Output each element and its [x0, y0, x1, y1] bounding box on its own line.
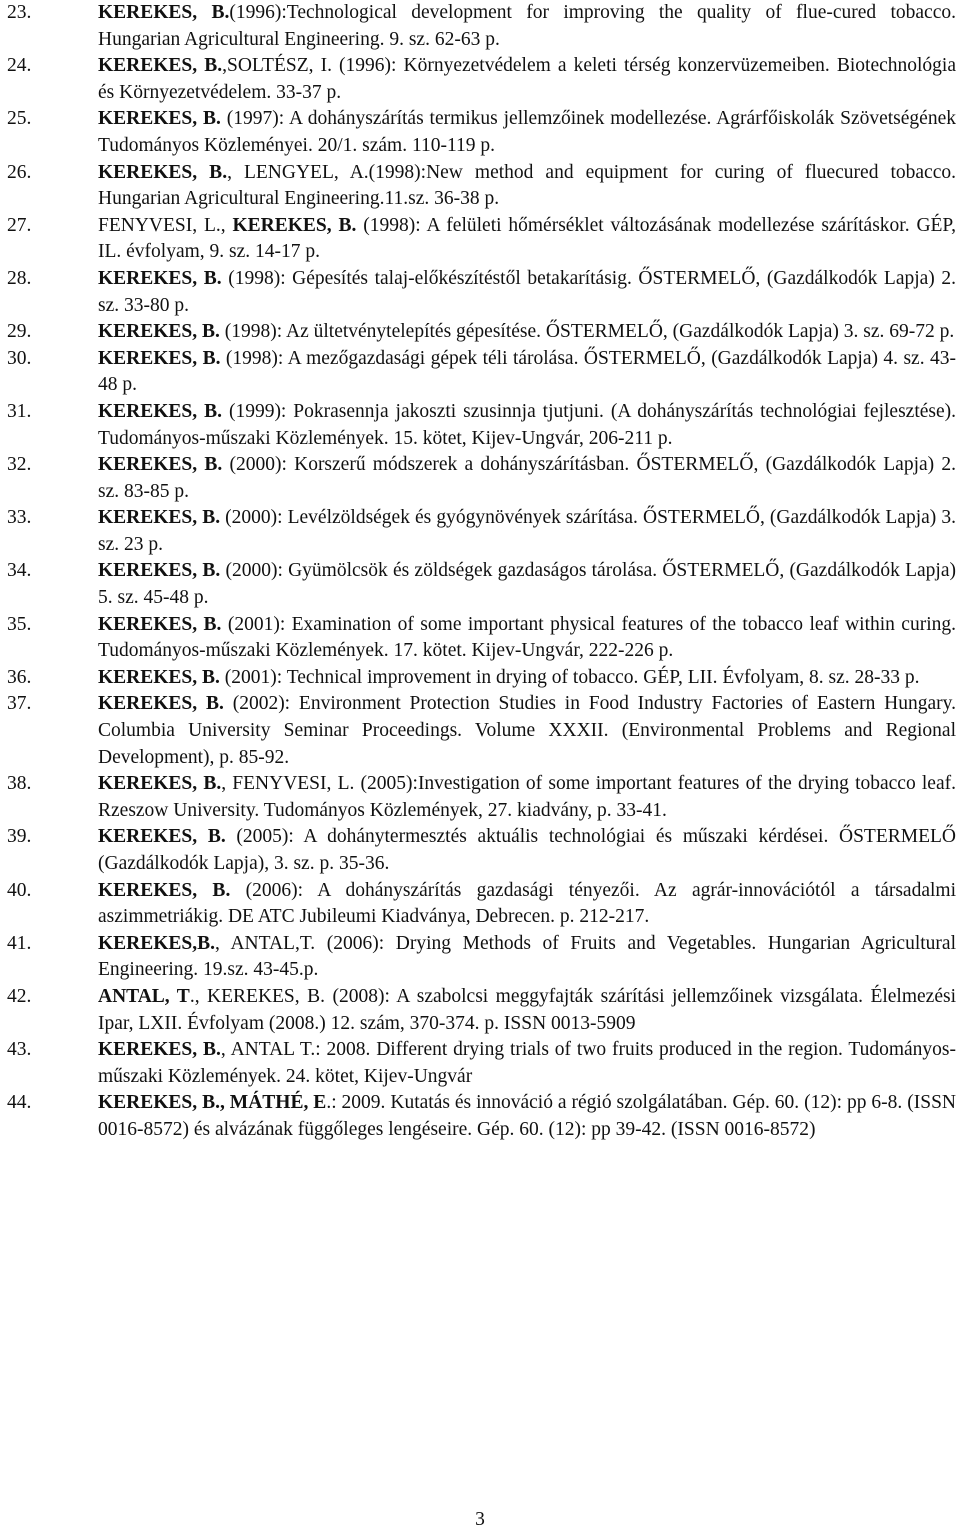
reference-item [0, 771, 960, 824]
reference-number: 35. [7, 613, 32, 635]
reference-text-segment: (2002): Environment Protection Studies in Food Industry Factories of Eastern Hungary. Columbia University Seminar Proceedings. Volume XXXII. (Environmental Problems and Regional Development), p. 85-92. [98, 693, 956, 768]
reference-author-bold: KEREKES, B. [98, 347, 221, 369]
reference-text-segment: , FENYVESI, L. (2005):Investigation of some important features of the drying tobacco leaf. Rzeszow University. Tudományos Közlemények, 27. kiadvány, p. 33-41. [98, 773, 956, 821]
reference-item [0, 160, 960, 213]
reference-text-segment: .: 2009. Kutatás és innováció a régió szolgálatában. Gép. 60. (12): pp 6-8. (ISSN 0016-8572) és alvázának függőleges lengéseire. Gép. 60. (12): pp 39-42. (ISSN 0016-8572) [98, 1092, 956, 1140]
reference-number: 40. [7, 879, 32, 901]
reference-text-segment: (2001): Technical improvement in drying of tobacco. GÉP, LII. Évfolyam, 8. sz. 28-33 p. [219, 666, 920, 688]
reference-author-bold: KEREKES,B. [98, 932, 216, 954]
reference-item [0, 558, 960, 611]
reference-item [0, 1090, 960, 1143]
reference-number: 42. [7, 985, 32, 1007]
reference-item [0, 984, 960, 1037]
reference-author-bold: KEREKES, B. [98, 161, 228, 183]
reference-number: 44. [7, 1092, 32, 1114]
reference-text-segment: (1996):Technological development for improving the quality of flue-cured tobacco. Hungarian Agricultural Engineering. 9. sz. 62-63 p. [98, 2, 956, 50]
reference-author-bold: KEREKES, B. [98, 267, 222, 289]
reference-item [0, 213, 960, 266]
reference-author-bold: KEREKES, B. [98, 879, 231, 901]
reference-item [0, 53, 960, 106]
reference-text [98, 826, 956, 874]
reference-text [98, 667, 920, 688]
reference-author-bold: KEREKES, B. [98, 693, 224, 715]
reference-text-segment: FENYVESI, L., [98, 214, 233, 236]
reference-author-bold: KEREKES, B. [98, 560, 221, 582]
reference-author-bold: KEREKES, B. [98, 1039, 221, 1061]
reference-text [98, 215, 956, 263]
reference-item [0, 612, 960, 665]
reference-text [98, 348, 956, 396]
reference-text [98, 321, 954, 342]
reference-number: 27. [7, 214, 32, 236]
reference-item [0, 346, 960, 399]
reference-item [0, 931, 960, 984]
reference-text-segment: , ANTAL T.: 2008. Different drying trials of two fruits produced in the region. Tudományos-műszaki Közlemények. 24. kötet, Kijev-Ungvár [98, 1039, 956, 1087]
reference-number: 39. [7, 826, 32, 848]
reference-text [98, 55, 956, 103]
reference-author-bold: KEREKES, B. [98, 826, 226, 848]
reference-text-segment: (1998): Az ültetvénytelepítés gépesítése. ŐSTERMELŐ, (Gazdálkodók Lapja) 3. sz. 69-72 p. [219, 321, 955, 343]
reference-text [98, 773, 956, 821]
reference-number: 25. [7, 108, 32, 130]
page-number: 3 [475, 1509, 485, 1530]
reference-text [98, 401, 956, 449]
reference-text [98, 880, 956, 928]
reference-item [0, 505, 960, 558]
reference-author-bold: KEREKES, B. [98, 2, 230, 23]
reference-text [98, 1092, 956, 1140]
reference-item [0, 106, 960, 159]
reference-text-segment: (2000): Korszerű módszerek a dohányszárításban. ŐSTERMELŐ, (Gazdálkodók Lapja) 2. sz. 83-85 p. [98, 454, 956, 502]
reference-text [98, 560, 956, 608]
reference-author-bold: ANTAL, T [98, 985, 190, 1007]
reference-text-segment: (2000): Gyümölcsök és zöldségek gazdaságos tárolása. ŐSTERMELŐ, (Gazdálkodók Lapja) 5. sz. 45-48 p. [98, 560, 956, 609]
reference-author-bold: KEREKES, B., MÁTHÉ, E [98, 1092, 327, 1114]
reference-text-segment: (2006): A dohányszárítás gazdasági tényezői. Az agrár-innovációtól a társadalmi aszimmetriákig. DE ATC Jubileumi Kiadványa, Debrecen. p. 212-217. [98, 879, 956, 928]
reference-number: 37. [7, 693, 32, 715]
reference-author-bold: KEREKES, B. [98, 507, 221, 529]
reference-item [0, 824, 960, 877]
reference-author-bold: KEREKES, B. [98, 321, 220, 343]
reference-author-bold: KEREKES, B. [232, 214, 357, 236]
reference-text-segment: (2001): Examination of some important physical features of the tobacco leaf within curing. Tudományos-műszaki Közlemények. 17. kötet. Kijev-Ungvár, 222-226 p. [98, 613, 956, 662]
reference-author-bold: KEREKES, B. [98, 773, 222, 795]
reference-text-segment: , ANTAL,T. (2006): Drying Methods of Fruits and Vegetables. Hungarian Agricultural Engineering. 19.sz. 43-45.p. [98, 932, 956, 981]
reference-text-segment: (2005): A dohánytermesztés aktuális technológiai és műszaki kérdései. ŐSTERMELŐ (Gazdálkodók Lapja), 3. sz. p. 35-36. [98, 826, 957, 874]
reference-text-segment: (1998): A mezőgazdasági gépek téli tárolása. ŐSTERMELŐ, (Gazdálkodók Lapja) 4. sz. 43-48 p. [98, 347, 956, 396]
reference-text [98, 2, 956, 50]
reference-text-segment: (1997): A dohányszárítás termikus jellemzőinek modellezése. Agrárfőiskolák Szövetségének Tudományos Közleményei. 20/1. szám. 110-119 p. [98, 108, 956, 156]
reference-number: 33. [7, 507, 32, 529]
reference-author-bold: KEREKES, B. [98, 108, 221, 130]
reference-text [98, 933, 956, 981]
reference-item [0, 691, 960, 771]
reference-item [0, 665, 960, 692]
reference-item [0, 319, 960, 346]
reference-text-segment: ., KEREKES, B. (2008): A szabolcsi meggyfajták szárítási jellemzőinek vizsgálata. Élelmezési Ipar, LXII. Évfolyam (2008.) 12. szám, 370-374. p. ISSN 0013-5909 [98, 985, 956, 1034]
reference-author-bold: KEREKES, B. [98, 400, 222, 422]
reference-text [98, 1039, 956, 1087]
reference-number: 41. [7, 932, 32, 954]
reference-number: 26. [7, 161, 32, 183]
reference-number: 31. [7, 400, 32, 422]
reference-text [98, 507, 956, 555]
reference-text-segment: (1998): A felületi hőmérséklet változásának modellezése szárításkor. GÉP, IL. évfolyam, 9. sz. 14-17 p. [98, 214, 956, 263]
reference-author-bold: KEREKES, B. [98, 613, 222, 635]
reference-number: 34. [7, 560, 32, 582]
reference-number: 43. [7, 1039, 32, 1061]
reference-author-bold: KEREKES, B. [98, 666, 220, 688]
reference-text-segment: (1999): Pokrasennja jakoszti szusinnja tjutjuni. (A dohányszárítás technológiai fejlesztése). Tudományos-műszaki Közlemények. 15. kötet, Kijev-Ungvár, 206-211 p. [98, 400, 957, 449]
reference-number: 28. [7, 267, 32, 289]
reference-text [98, 454, 956, 502]
reference-text [98, 693, 956, 767]
reference-text-segment: ,SOLTÉSZ, I. (1996): Környezetvédelem a keleti térség konzervüzemeiben. Biotechnológia és Környezetvédelem. 33-37 p. [98, 55, 956, 103]
reference-author-bold: KEREKES, B. [98, 55, 223, 77]
reference-number: 32. [7, 454, 32, 476]
reference-number: 29. [7, 321, 32, 343]
reference-number: 30. [7, 347, 32, 369]
reference-author-bold: KEREKES, B. [98, 454, 223, 476]
reference-text [98, 108, 956, 156]
reference-item [0, 452, 960, 505]
reference-item [0, 0, 960, 53]
reference-number: 36. [7, 666, 32, 688]
reference-text-segment: (2000): Levélzöldségek és gyógynövények szárítása. ŐSTERMELŐ, (Gazdálkodók Lapja) 3. sz. 23 p. [98, 507, 956, 555]
reference-text-segment: (1998): Gépesítés talaj-előkészítéstől betakarításig. ŐSTERMELŐ, (Gazdálkodók Lapja) 2. sz. 33-80 p. [98, 267, 956, 316]
reference-text [98, 162, 956, 210]
reference-item [0, 1037, 960, 1090]
reference-number: 24. [7, 55, 32, 77]
reference-text [98, 268, 956, 316]
reference-text [98, 614, 956, 662]
reference-text-segment: , LENGYEL, A.(1998):New method and equipment for curing of fluecured tobacco. Hungarian Agricultural Engineering.11.sz. 36-38 p. [98, 161, 956, 210]
reference-number: 38. [7, 773, 32, 795]
reference-item [0, 399, 960, 452]
reference-item [0, 266, 960, 319]
reference-text [98, 986, 956, 1034]
reference-item [0, 878, 960, 931]
reference-number: 23. [7, 2, 32, 23]
